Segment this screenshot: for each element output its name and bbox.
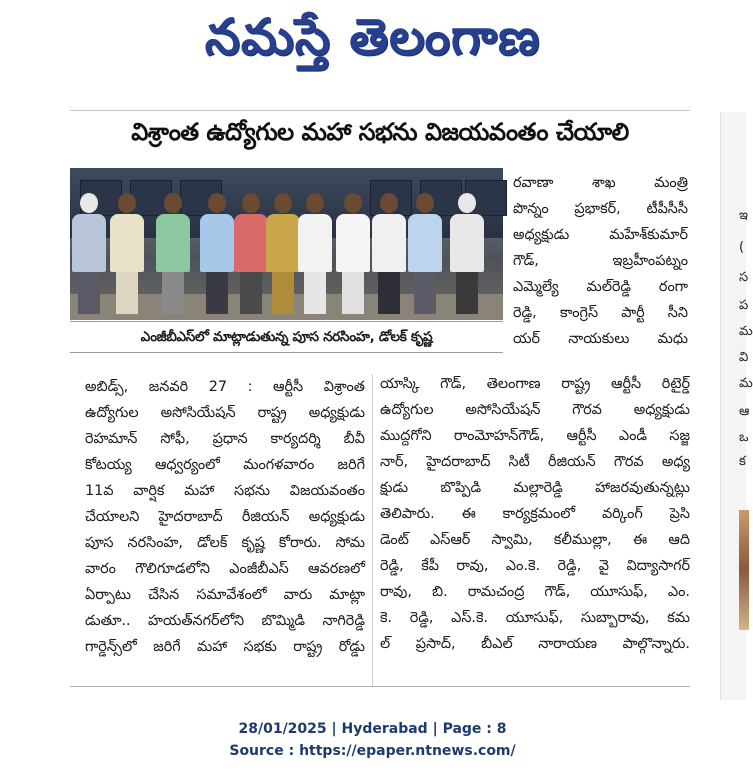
article-column-left xyxy=(85,374,365,660)
article-text-line: ముద్దగోని రాంమోహన్‌గౌడ్, ఆర్టీసీ ఎండీ సజ్జ xyxy=(380,428,690,444)
article-text-line: డుతూ.. హయత్‌నగర్‌లోని బొమ్మిడి నాగిరెడ్డి xyxy=(85,613,365,629)
article-text-line: నార్, హైదరాబాద్ సిటీ రీజియన్ గౌరవ అధ్య xyxy=(380,454,690,470)
article-photo xyxy=(70,168,503,320)
article-text-line: ఉద్యోగుల అసోసియేషన్ గౌరవ అధ్యక్షుడు xyxy=(380,402,690,418)
article-text-line: గార్డెన్స్‌లో జరిగే మహా సభకు రాష్ట్ర రోడ్డు xyxy=(85,639,365,655)
article-text-line: రెహమాన్ సోఫీ, ప్రధాన కార్యదర్శి బీవీ xyxy=(85,431,365,447)
footer-date-line: 28/01/2025 | Hyderabad | Page : 8 xyxy=(238,721,507,737)
article-text-line: రెడ్డి, కాంగ్రెస్ పార్టీ సీని xyxy=(513,305,688,321)
article-text-line: ల్ ప్రసాద్, బీఎల్ నారాయణ పాల్గొన్నారు. xyxy=(380,636,690,652)
article-text-line: 11వ వార్షిక మహా సభను విజయవంతం xyxy=(85,483,365,499)
article-text-line: డెంట్ ఎస్‌ఆర్ స్వామి, కలీముల్లా, ఈ ఆది xyxy=(380,532,690,548)
article-text-line: రావు, బి. రామచంద్ర గౌడ్, యూసుఫ్, ఎం. xyxy=(380,584,690,600)
source-footer xyxy=(0,718,745,762)
article-text-line: చేయాలని హైదరాబాద్ రీజియన్ అధ్యక్షుడు xyxy=(85,509,365,525)
footer-source-line: Source : https://epaper.ntnews.com/ xyxy=(229,743,516,759)
top-divider xyxy=(70,110,690,111)
article-text-line: పూస నరసింహ, డోలక్ కృష్ణ కోరారు. సోమ xyxy=(85,535,365,551)
article-text-line: రవాణా శాఖ మంత్రి xyxy=(513,175,688,191)
article-text-line: ఏర్పాటు చేసిన సమావేశంలో వారు మాట్లా xyxy=(85,587,365,603)
article-text-line: క్షుడు బొప్పిడి మల్లారెడ్డి హాజరవుతున్నట్లు xyxy=(380,480,690,496)
article-text-line: ఎమ్మెల్యే మల్‌రెడ్డి రంగా xyxy=(513,279,688,295)
newspaper-title: నమస్తే తెలంగాణ xyxy=(204,7,541,66)
article-text-line: కోటయ్య ఆధ్వర్యంలో మంగళవారం జరిగే xyxy=(85,457,365,473)
article-column-right xyxy=(380,371,690,657)
article-text-line: అధ్యక్షుడు మహేశ్‌కుమార్ xyxy=(513,227,688,243)
article-headline: విశ్రాంత ఉద్యోగుల మహా సభను విజయవంతం చేయాలి xyxy=(131,118,629,146)
article-text-line: పొన్నం ప్రభాకర్, టీపీసీసీ xyxy=(513,201,688,217)
article-text-line: ఉద్యోగుల అసోసియేషన్ రాష్ట్ర అధ్యక్షుడు xyxy=(85,405,365,421)
article-text-line: యర్ నాయకులు మధు xyxy=(513,331,688,347)
article-text-line: వారం గౌలిగూడలోని ఎంజీబీఎస్ ఆవరణలో xyxy=(85,561,365,577)
bottom-divider xyxy=(70,686,690,687)
article-text-line: యాస్కి గౌడ్, తెలంగాణ రాష్ట్ర ఆర్టీసీ రిటైర్డ్ xyxy=(380,376,690,392)
column-divider xyxy=(372,374,373,686)
article-text-line: అబిడ్స్, జనవరి 27 : ఆర్టీసీ విశ్రాంత xyxy=(85,379,365,395)
article-text-line: కె. రెడ్డి, ఎస్.కె. యూసుఫ్, సుబ్బారావు, కమ xyxy=(380,610,690,626)
article-text-line: తెలిపారు. ఈ కార్యక్రమంలో వర్కింగ్ ప్రెసి xyxy=(380,506,690,522)
article-column-top-right xyxy=(513,170,688,352)
masthead xyxy=(0,0,745,86)
adjacent-article-strip: ఇ ( స ప మ వి మ ఆ ఒ క xyxy=(720,112,746,700)
photo-caption: ఎంజీబీఎస్‌లో మాట్లాడుతున్న పూస నరసింహ, డోలక్ కృష్ణ xyxy=(70,321,503,353)
article-text-line: గౌడ్, ఇబ్రహీంపట్నం xyxy=(513,253,688,269)
article-text-line: రెడ్డి, కేపీ రావు, ఎం.కె. రెడ్డి, వై విద్యాసాగర్ xyxy=(380,558,690,574)
